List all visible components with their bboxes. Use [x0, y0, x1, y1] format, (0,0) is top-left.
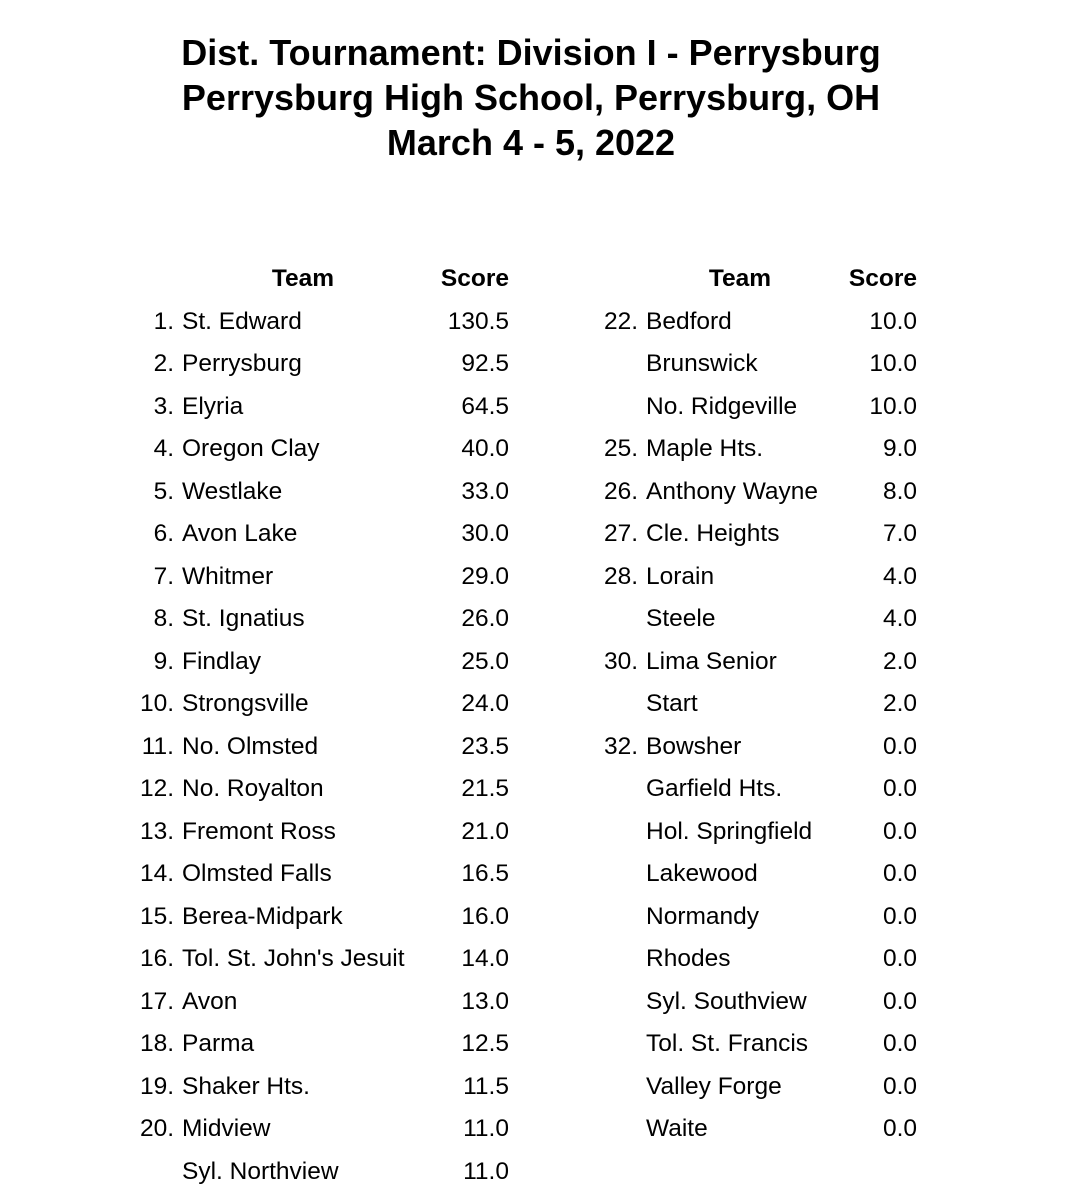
team-score: 8.0: [882, 477, 917, 505]
team-score: 16.5: [461, 860, 509, 887]
team-name: Findlay: [182, 647, 261, 675]
team-name: Valley Forge: [646, 1072, 782, 1100]
team-name: Lakewood: [646, 860, 758, 887]
team-name: Normandy: [646, 902, 760, 930]
team-score: 21.5: [461, 775, 509, 802]
team-name: Lorain: [646, 562, 715, 590]
team-score: 10.0: [869, 350, 917, 377]
team-score: 4.0: [882, 562, 917, 590]
team-name: Rhodes: [646, 945, 731, 972]
rank-cell: 5.: [153, 477, 174, 505]
team-name: St. Edward: [182, 307, 302, 335]
team-name: Oregon Clay: [182, 435, 320, 462]
team-score: 23.5: [461, 732, 509, 760]
team-score: 0.0: [882, 1115, 917, 1142]
team-score: 24.0: [461, 690, 509, 717]
team-name: Whitmer: [182, 562, 274, 590]
team-score: 0.0: [882, 987, 917, 1015]
team-score: 11.5: [463, 1072, 509, 1100]
team-name: Perrysburg: [182, 350, 302, 377]
team-score: 30.0: [461, 520, 509, 547]
header-score: Score: [440, 265, 509, 292]
team-score: 0.0: [882, 945, 917, 972]
team-score: 29.0: [461, 562, 509, 590]
team-score: 26.0: [461, 605, 509, 632]
team-name: Cle. Heights: [646, 520, 780, 547]
team-name: Olmsted Falls: [182, 860, 332, 887]
team-name: Waite: [646, 1115, 708, 1142]
team-name: Midview: [182, 1115, 271, 1142]
team-name: Syl. Southview: [646, 987, 807, 1015]
team-name: Syl. Northview: [182, 1157, 339, 1185]
team-name: Elyria: [182, 392, 244, 420]
rank-cell: 16.: [139, 945, 174, 972]
rank-cell: 28.: [603, 562, 638, 590]
rank-cell: 27.: [603, 520, 638, 547]
rank-cell: 7.: [153, 562, 174, 590]
rank-cell: 19.: [139, 1072, 174, 1100]
team-score: 0.0: [882, 1030, 917, 1057]
team-score: 2.0: [882, 690, 917, 717]
team-name: Steele: [646, 605, 716, 632]
team-name: Maple Hts.: [646, 435, 764, 462]
team-score: 92.5: [461, 350, 509, 377]
rank-cell: 2.: [153, 350, 174, 377]
team-score: 0.0: [882, 732, 917, 760]
team-name: Berea-Midpark: [182, 902, 343, 930]
rank-cell: 8.: [153, 605, 174, 632]
rank-cell: 4.: [153, 435, 174, 462]
team-score: 0.0: [882, 817, 917, 845]
rank-cell: 32.: [603, 732, 638, 760]
title-line-venue: Perrysburg High School, Perrysburg, OH: [181, 77, 881, 118]
rank-cell: 17.: [139, 987, 174, 1015]
team-score: 2.0: [882, 647, 917, 675]
team-score: 4.0: [882, 605, 917, 632]
rank-cell: 15.: [139, 902, 174, 930]
team-name: Brunswick: [646, 350, 758, 377]
team-score: 10.0: [869, 392, 917, 420]
header-team: Team: [708, 265, 772, 292]
header-score: Score: [848, 265, 917, 292]
team-name: Start: [646, 690, 698, 717]
team-name: Shaker Hts.: [182, 1072, 310, 1100]
rank-cell: 11.: [141, 732, 174, 760]
team-score: 10.0: [869, 307, 917, 335]
team-name: No. Ridgeville: [646, 392, 798, 420]
team-name: Avon: [182, 987, 238, 1015]
team-name: Strongsville: [182, 690, 309, 717]
team-score: 130.5: [447, 307, 509, 335]
rank-cell: 12.: [139, 775, 174, 802]
team-score: 64.5: [461, 392, 509, 420]
team-name: Tol. St. Francis: [646, 1030, 809, 1057]
rank-cell: 1.: [153, 307, 174, 335]
header-team: Team: [271, 265, 335, 292]
team-name: Tol. St. John's Jesuit: [182, 945, 405, 972]
rank-cell: 3.: [153, 392, 174, 420]
team-name: Parma: [182, 1030, 255, 1057]
title-line-tournament: Dist. Tournament: Division I - Perrysburg: [181, 32, 881, 73]
rank-cell: 30.: [603, 647, 638, 675]
team-score: 11.0: [463, 1157, 509, 1185]
team-score: 9.0: [882, 435, 917, 462]
team-score: 16.0: [461, 902, 509, 930]
team-name: Garfield Hts.: [646, 775, 783, 802]
team-name: No. Olmsted: [182, 732, 319, 760]
team-name: Fremont Ross: [182, 817, 336, 845]
team-name: Lima Senior: [646, 647, 777, 675]
rank-cell: 14.: [139, 860, 174, 887]
team-score: 0.0: [882, 775, 917, 802]
team-score: 0.0: [882, 1072, 917, 1100]
team-name: No. Royalton: [182, 775, 324, 802]
title-line-dates: March 4 - 5, 2022: [386, 122, 676, 163]
team-score: 33.0: [461, 477, 509, 505]
team-name: Bowsher: [646, 732, 742, 760]
team-name: Avon Lake: [182, 520, 298, 547]
team-name: Bedford: [646, 307, 732, 335]
team-score: 7.0: [882, 520, 917, 547]
team-score: 12.5: [461, 1030, 509, 1057]
rank-cell: 6.: [153, 520, 174, 547]
rank-cell: 26.: [603, 477, 638, 505]
team-name: Anthony Wayne: [646, 477, 819, 505]
rank-cell: 20.: [139, 1115, 174, 1142]
team-score: 11.0: [463, 1115, 509, 1142]
team-score: 21.0: [461, 817, 509, 845]
rank-cell: 13.: [139, 817, 174, 845]
team-score: 40.0: [461, 435, 509, 462]
team-score: 0.0: [882, 902, 917, 930]
team-score: 25.0: [461, 647, 509, 675]
rank-cell: 25.: [603, 435, 638, 462]
team-name: St. Ignatius: [182, 605, 305, 632]
team-score: 14.0: [461, 945, 509, 972]
rank-cell: 10.: [139, 690, 174, 717]
rank-cell: 18.: [139, 1030, 174, 1057]
document-title: [0, 30, 1062, 165]
rank-cell: 9.: [153, 647, 174, 675]
team-name: Westlake: [182, 477, 283, 505]
team-score: 13.0: [461, 987, 509, 1015]
rank-cell: 22.: [603, 307, 638, 335]
team-name: Hol. Springfield: [646, 817, 813, 845]
team-score: 0.0: [882, 860, 917, 887]
